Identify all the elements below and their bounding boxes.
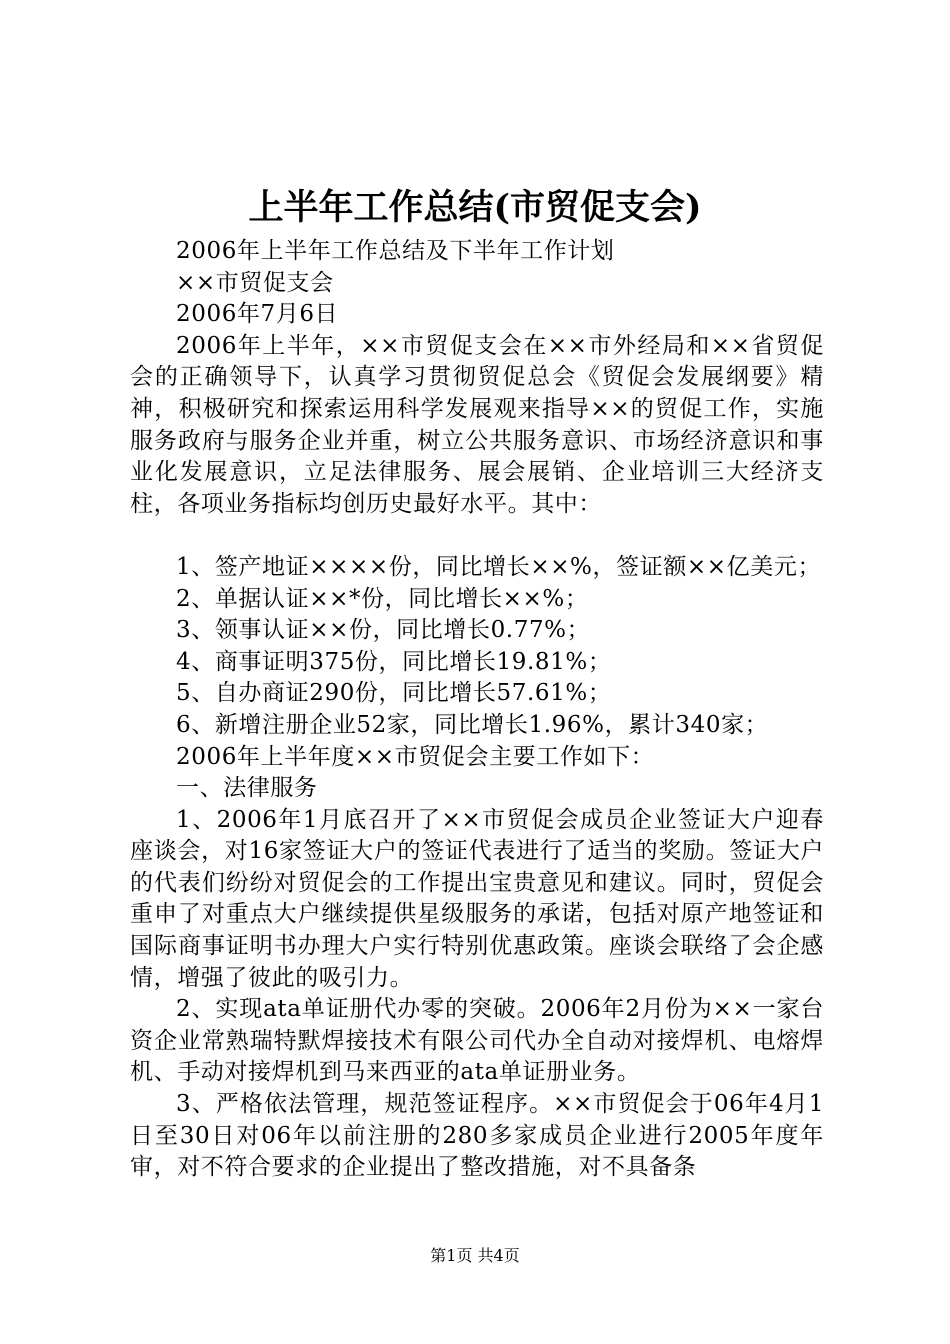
page-footer: 第1页 共4页 [430, 1246, 520, 1265]
subtitle-paragraph: 2006年上半年工作总结及下半年工作计划 [176, 238, 615, 264]
legal-paragraph-1: 1、2006年1月底召开了××市贸促会成员企业签证大户迎春座谈会，对16家签证大户的签证代表进行了适当的奖励。签证大户的代表们纷纷对贸促会的工作提出宝贵意见和建议。同时，贸促会重申了对重点大户继续提供星级服务的承诺，包括对原产地签证和国际商事证明书办理大户实行特别优惠政策。座谈会联络了会企感情，增强了彼此的吸引力。 [130, 806, 824, 991]
list-item-1: 1、签产地证××××份，同比增长××%，签证额××亿美元； [176, 553, 822, 580]
legal-paragraph-3: 3、严格依法管理，规范签证程序。××市贸促会于06年4月1日至30日对06年以前注册的280多家成员企业进行2005年度年审，对不符合要求的企业提出了整改措施，对不具备条 [130, 1091, 824, 1181]
list-item-3: 3、领事认证××份，同比增长0.77%； [176, 617, 591, 644]
legal-paragraph-2: 2、实现ata单证册代办零的突破。2006年2月份为××一家台资企业常熟瑞特默焊接技术有限公司代办全自动对接焊机、电熔焊机、手动对接焊机到马来西亚的ata单证册业务。 [130, 996, 824, 1086]
document-title: 上半年工作总结(市贸促支会) [248, 187, 702, 228]
organization-paragraph: ××市贸促支会 [176, 269, 334, 296]
list-item-2: 2、单据认证××*份，同比增长××%； [176, 585, 589, 612]
section-heading-legal: 一、法律服务 [176, 775, 318, 802]
intro-paragraph: 2006年上半年，××市贸促支会在××市外经局和××省贸促会的正确领导下，认真学习贯彻贸促总会《贸促会发展纲要》精神，积极研究和探索运用科学发展观来指导××的贸促工作，实施服务政府与服务企业并重，树立公共服务意识、市场经济意识和事业化发展意识，立足法律服务、展会展销、企业培训三大经济支柱，各项业务指标均创历史最好水平。其中： [130, 332, 824, 517]
list-item-5: 5、自办商证290份，同比增长57.61%； [176, 680, 612, 707]
list-item-6: 6、新增注册企业52家，同比增长1.96%，累计340家； [176, 711, 769, 738]
summary-heading: 2006年上半年度××市贸促会主要工作如下： [176, 743, 655, 770]
date-paragraph: 2006年7月6日 [176, 301, 339, 328]
list-item-4: 4、商事证明375份，同比增长19.81%； [176, 648, 612, 675]
document-body [130, 236, 824, 1184]
